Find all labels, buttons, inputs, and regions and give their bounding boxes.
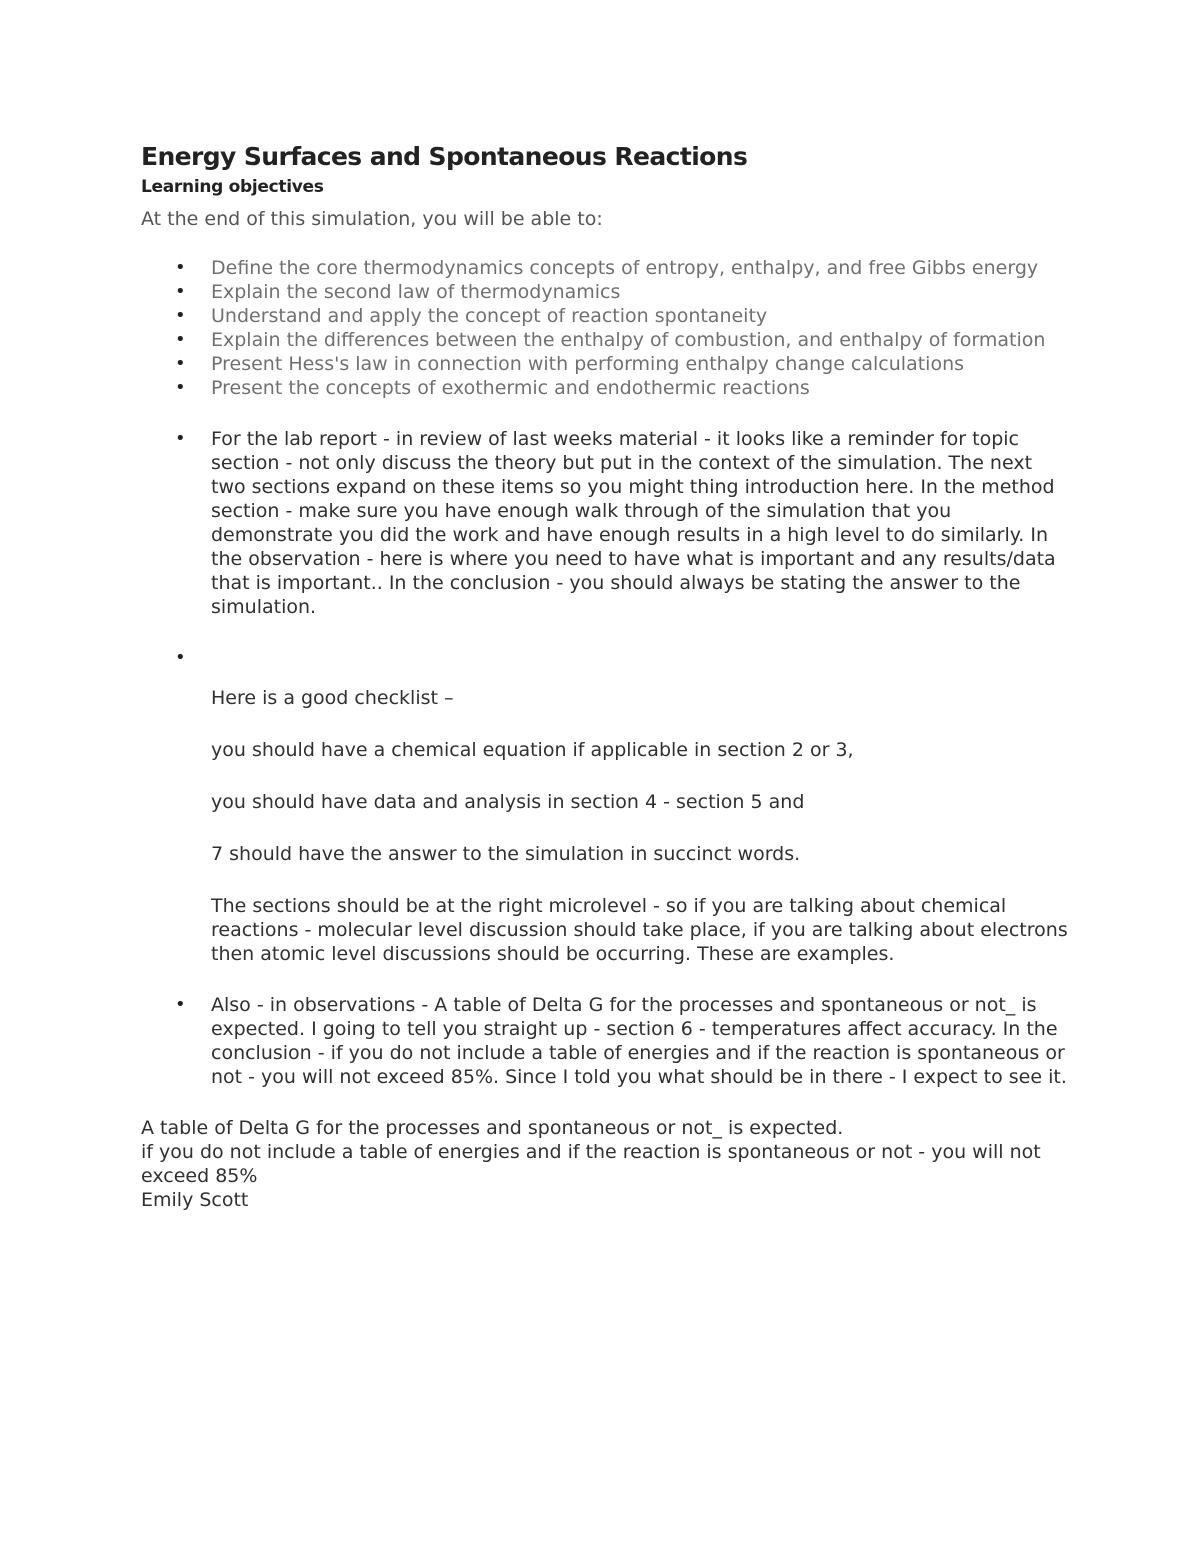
footer-notes — [141, 1116, 1041, 1212]
lab-report-text: For the lab report - in review of last weeks material - it looks like a reminder for topic section - not only discuss the theory but put in the context of the simulation. The next two sections expand on these items so you might thing introduction here. In the method section - make sure you have enough walk through of the simulation that you demonstrate you did the work and have enough results in a high level to do similarly. In the observation - here is where you need to have what is important and any results/data that is important.. In the conclusion - you should always be stating the answer to the simulation. — [211, 428, 1056, 618]
bullet-icon: • — [175, 305, 186, 326]
objectives-list — [141, 256, 1071, 400]
objective-item — [141, 376, 1071, 400]
bullet-icon: • — [175, 377, 186, 398]
objective-text: Present the concepts of exothermic and endothermic reactions — [211, 377, 810, 399]
note-item-also — [141, 993, 1071, 1089]
checklist-line: you should have data and analysis in section 4 - section 5 and — [211, 791, 805, 813]
checklist-heading: Here is a good checklist – — [211, 687, 454, 709]
objective-text: Define the core thermodynamics concepts of entropy, enthalpy, and free Gibbs energy — [211, 257, 1039, 279]
author-name: Emily Scott — [141, 1189, 249, 1211]
footer-line: if you do not include a table of energies and if the reaction is spontaneous or not - you will not exceed 85% — [141, 1141, 1041, 1187]
objective-item — [141, 256, 1071, 280]
bullet-icon: • — [175, 353, 186, 374]
bullet-icon: • — [175, 428, 186, 449]
note-item-checklist — [141, 646, 1071, 966]
bullet-icon: • — [175, 994, 186, 1015]
bullet-icon: • — [175, 281, 186, 302]
objective-text: Present Hess's law in connection with performing enthalpy change calculations — [211, 353, 965, 375]
objective-text: Explain the second law of thermodynamics — [211, 281, 621, 303]
objective-item — [141, 304, 1071, 328]
footer-line: A table of Delta G for the processes and spontaneous or not_ is expected. — [141, 1117, 844, 1139]
document-title: Energy Surfaces and Spontaneous Reactions — [141, 142, 748, 171]
also-text: Also - in observations - A table of Delta G for the processes and spontaneous or not_ is expected. I going to tell you straight up - section 6 - temperatures affect accuracy. In the conclusion - if you do not include a table of energies and if the reaction is spontaneous or not - you will not exceed 85%. Since I told you what should be in there - I expect to see it. — [211, 994, 1067, 1088]
objective-item — [141, 352, 1071, 376]
intro-text: At the end of this simulation, you will be able to: — [141, 208, 603, 230]
section-heading-learning-objectives: Learning objectives — [141, 177, 324, 197]
objective-text: Understand and apply the concept of reaction spontaneity — [211, 305, 768, 327]
bullet-icon: • — [175, 647, 186, 668]
document-page — [141, 140, 1071, 1212]
bullet-icon: • — [175, 257, 186, 278]
checklist-line: 7 should have the answer to the simulation in succinct words. — [211, 843, 801, 865]
checklist-line: you should have a chemical equation if applicable in section 2 or 3, — [211, 739, 854, 761]
notes-list — [141, 427, 1071, 1089]
checklist-paragraph: The sections should be at the right microlevel - so if you are talking about chemical reactions - molecular level discussion should take place, if you are talking about electrons then atomic level discussions should be occurring. These are examples. — [211, 895, 1068, 965]
objective-item — [141, 280, 1071, 304]
objective-text: Explain the differences between the enthalpy of combustion, and enthalpy of formation — [211, 329, 1046, 351]
note-item-lab-report — [141, 427, 1071, 619]
bullet-icon: • — [175, 329, 186, 350]
objective-item — [141, 328, 1071, 352]
